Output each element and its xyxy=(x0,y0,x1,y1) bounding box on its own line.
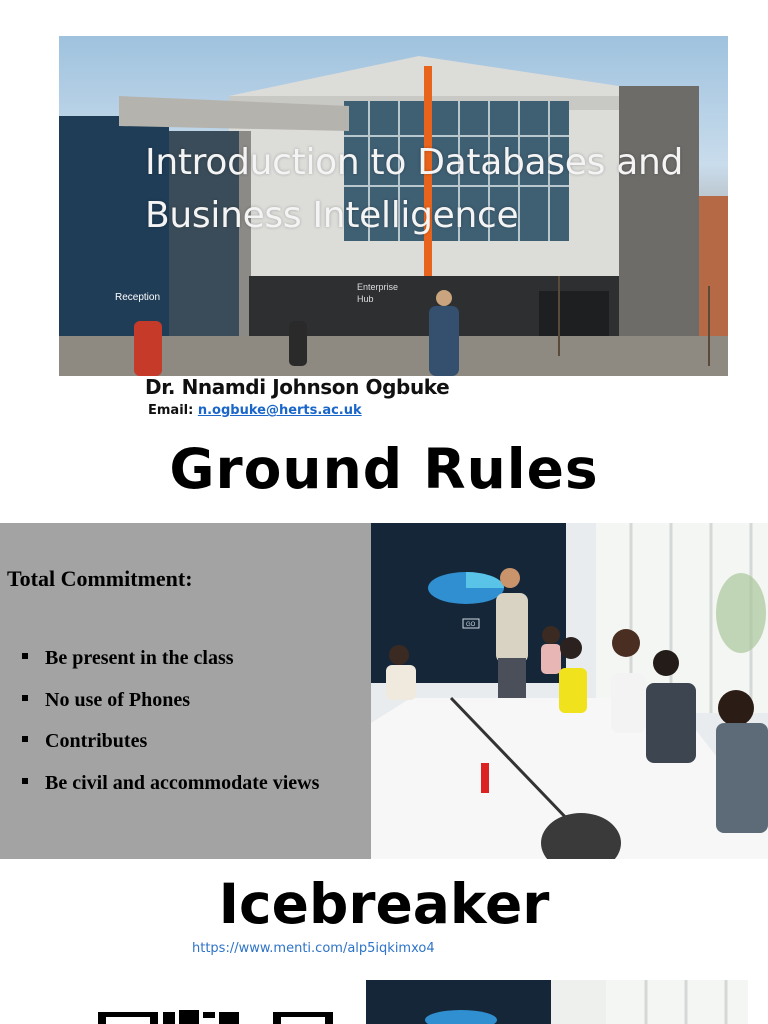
author-name: Dr. Nnamdi Johnson Ogbuke xyxy=(145,375,450,399)
rule-text: No use of Phones xyxy=(45,688,191,711)
bullet-icon xyxy=(22,778,28,784)
list-item xyxy=(0,647,319,689)
menti-link[interactable]: https://www.menti.com/alp5iqkimxo4 xyxy=(192,941,435,956)
hub-sign-line-2: Hub xyxy=(357,294,374,304)
commitment-heading: Total Commitment: xyxy=(7,566,193,591)
list-item xyxy=(0,772,319,814)
rule-text: Be civil and accommodate views xyxy=(45,771,320,794)
hub-sign-line-1: Enterprise xyxy=(357,282,399,292)
screen-go-label: GO xyxy=(466,622,476,628)
rules-list xyxy=(0,647,319,813)
presentation-title xyxy=(145,136,705,242)
meeting-photo xyxy=(371,523,768,859)
ground-rules-title: Ground Rules xyxy=(169,437,599,501)
icebreaker-title: Icebreaker xyxy=(218,872,550,936)
rules-panel xyxy=(0,523,371,859)
list-item xyxy=(0,730,319,772)
qr-code-graphic xyxy=(95,1010,335,1024)
email-label: Email: xyxy=(148,403,194,418)
bullet-icon xyxy=(22,695,28,701)
rule-text: Contributes xyxy=(45,730,148,752)
email-link[interactable]: n.ogbuke@herts.ac.uk xyxy=(197,403,362,418)
title-line-2: Business Intelligence xyxy=(145,195,519,236)
rule-text: Be present in the class xyxy=(45,647,234,669)
list-item xyxy=(0,689,319,731)
reception-sign: Reception xyxy=(115,292,161,303)
bullet-icon xyxy=(22,736,28,742)
bullet-icon xyxy=(22,653,28,659)
meeting-photo-repeat xyxy=(366,980,748,1024)
meeting-illustration xyxy=(371,523,768,859)
qr-code xyxy=(95,1010,335,1024)
email-row xyxy=(148,403,362,418)
title-line-1: Introduction to Databases and xyxy=(145,142,684,183)
meeting-illustration-repeat xyxy=(366,980,748,1024)
building-photo xyxy=(59,36,728,376)
